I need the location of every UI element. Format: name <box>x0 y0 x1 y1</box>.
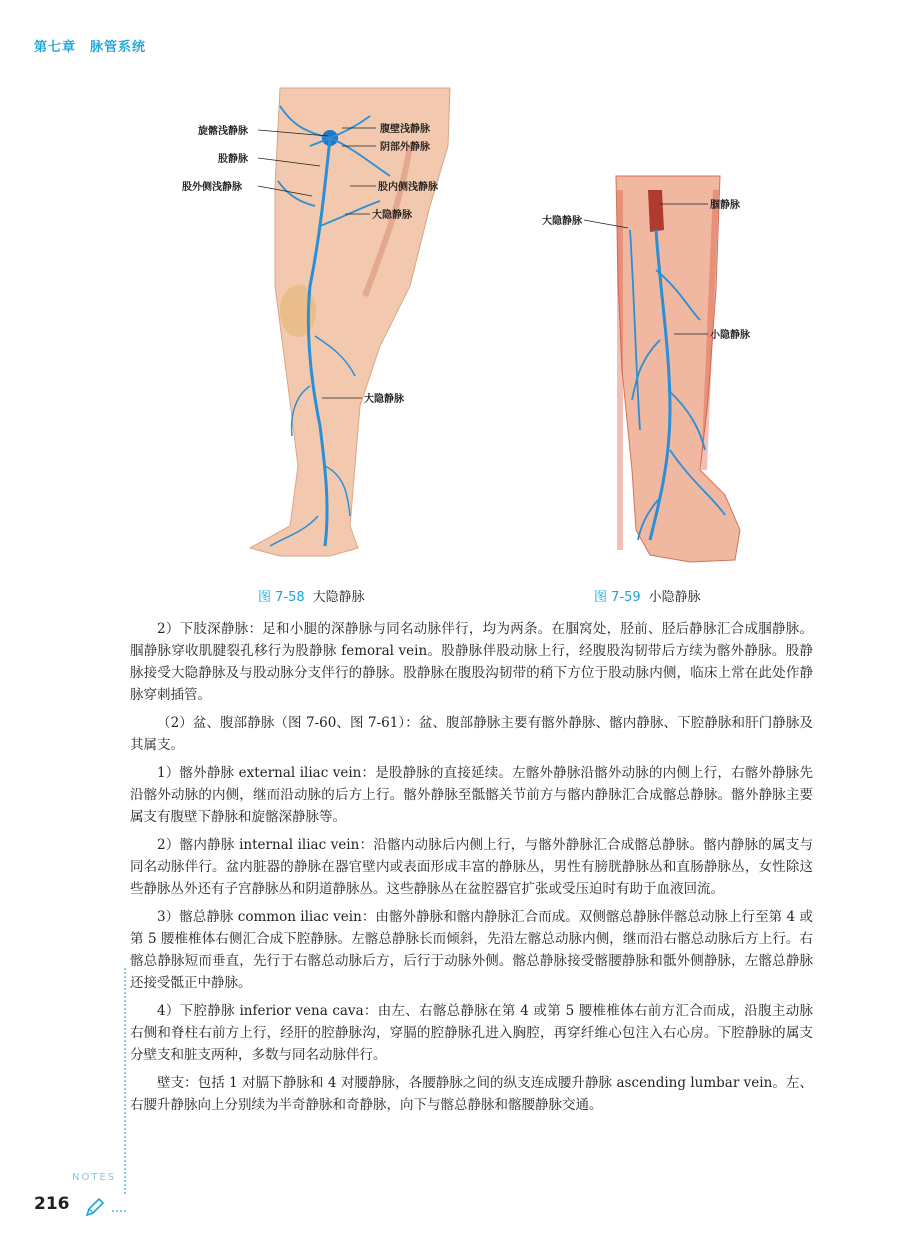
figure-title: 小隐静脉 <box>648 590 701 605</box>
label-medial-femoral: 股内侧浅静脉 <box>378 182 438 193</box>
label-small-saphenous: 小隐静脉 <box>710 330 750 341</box>
paragraph-inferior-vena-cava: 4）下腔静脉 inferior vena cava：由左、右髂总静脉在第 4 或第 5 腰椎椎体右前方汇合而成，沿腹主动脉右侧和脊柱右前方上行，经肝的腔静脉沟，穿膈的腔静脉孔进入胸腔，再穿纤维心包注入右心房。下腔静脉的属支分壁支和脏支两种，多数与同名动脉伴行。 <box>130 1003 813 1063</box>
pencil-icon <box>84 1196 106 1218</box>
label-great-saphenous-lower: 大隐静脉 <box>364 394 404 405</box>
body-text <box>130 618 813 1122</box>
figure-7-59-caption <box>594 586 701 605</box>
label-great-saphenous-upper: 大隐静脉 <box>372 210 412 221</box>
figure-number: 图 7-59 <box>594 590 641 605</box>
figure-number: 图 7-58 <box>258 590 305 605</box>
label-lateral-femoral: 股外侧浅静脉 <box>182 182 242 193</box>
paragraph-pelvic-abdominal-veins: （2）盆、腹部静脉（图 7-60、图 7-61）：盆、腹部静脉主要有髂外静脉、髂内静脉、下腔静脉和肝门静脉及其属支。 <box>130 715 813 753</box>
footer-divider <box>112 1210 126 1212</box>
figure-title: 大隐静脉 <box>312 590 365 605</box>
label-external-pudendal: 阴部外静脉 <box>380 142 430 153</box>
figure-7-59-illustration <box>540 170 760 570</box>
figure-great-saphenous-vein <box>180 86 470 578</box>
paragraph-external-iliac: 1）髂外静脉 external iliac vein：是股静脉的直接延续。左髂外静脉沿髂外动脉的内侧上行，右髂外静脉先沿髂外动脉的内侧，继而沿动脉的后方上行。髂外静脉至骶髂关节前方与髂内静脉汇合成髂总静脉。髂外静脉主要属支有腹壁下静脉和旋髂深静脉等。 <box>130 765 813 825</box>
label-great-saphenous: 大隐静脉 <box>542 216 582 227</box>
paragraph-parietal-branches: 壁支：包括 1 对膈下静脉和 4 对腰静脉，各腰静脉之间的纵支连成腰升静脉 ascending lumbar vein。左、右腰升静脉向上分别续为半奇静脉和奇静脉，向下与髂总静脉和髂腰静脉交通。 <box>130 1075 813 1113</box>
paragraph-internal-iliac: 2）髂内静脉 internal iliac vein：沿髂内动脉后内侧上行，与髂外静脉汇合成髂总静脉。髂内静脉的属支与同名动脉伴行。盆内脏器的静脉在器官壁内或表面形成丰富的静脉丛，男性有膀胱静脉丛和直肠静脉丛，女性除这些静脉丛外还有子宫静脉丛和阴道静脉丛。这些静脉丛在盆腔器官扩张或受压迫时有助于血液回流。 <box>130 837 813 897</box>
page-number: 216 <box>34 1194 70 1214</box>
figure-7-58-caption <box>258 586 365 605</box>
running-header <box>34 36 160 55</box>
label-femoral-vein: 股静脉 <box>218 154 248 165</box>
paragraph-deep-veins: 2）下肢深静脉：足和小腿的深静脉与同名动脉伴行，均为两条。在腘窝处，胫前、胫后静脉汇合成腘静脉。腘静脉穿收肌腱裂孔移行为股静脉 femoral vein。股静脉伴股动脉上行，经腹股沟韧带后方续为髂外静脉。股静脉接受大隐静脉及与股动脉分支伴行的静脉。股静脉在腹股沟韧带的稍下方位于股动脉内侧，临床上常在此处作静脉穿刺插管。 <box>130 621 813 703</box>
notes-label: NOTES <box>72 1172 117 1183</box>
chapter-number: 第七章 <box>34 40 77 55</box>
paragraph-common-iliac: 3）髂总静脉 common iliac vein：由髂外静脉和髂内静脉汇合而成。双侧髂总静脉伴髂总动脉上行至第 4 或第 5 腰椎椎体右侧汇合成下腔静脉。左髂总静脉长而倾斜，先沿左髂总动脉内侧，继而沿右髂总动脉后方上行。右髂总静脉短而垂直，先行于右髂总动脉后方，后行于动脉外侧。髂总静脉接受髂腰静脉和骶外侧静脉，左髂总静脉还接受骶正中静脉。 <box>130 909 813 991</box>
figure-small-saphenous-vein <box>540 170 760 570</box>
chapter-title: 脉管系统 <box>90 40 147 55</box>
label-superficial-epigastric: 腹壁浅静脉 <box>380 124 430 135</box>
notes-divider <box>124 968 126 1194</box>
label-popliteal-vein: 腘静脉 <box>710 200 740 211</box>
label-superficial-iliac-circumflex: 旋髂浅静脉 <box>198 126 248 137</box>
figure-7-58-illustration <box>180 86 470 578</box>
